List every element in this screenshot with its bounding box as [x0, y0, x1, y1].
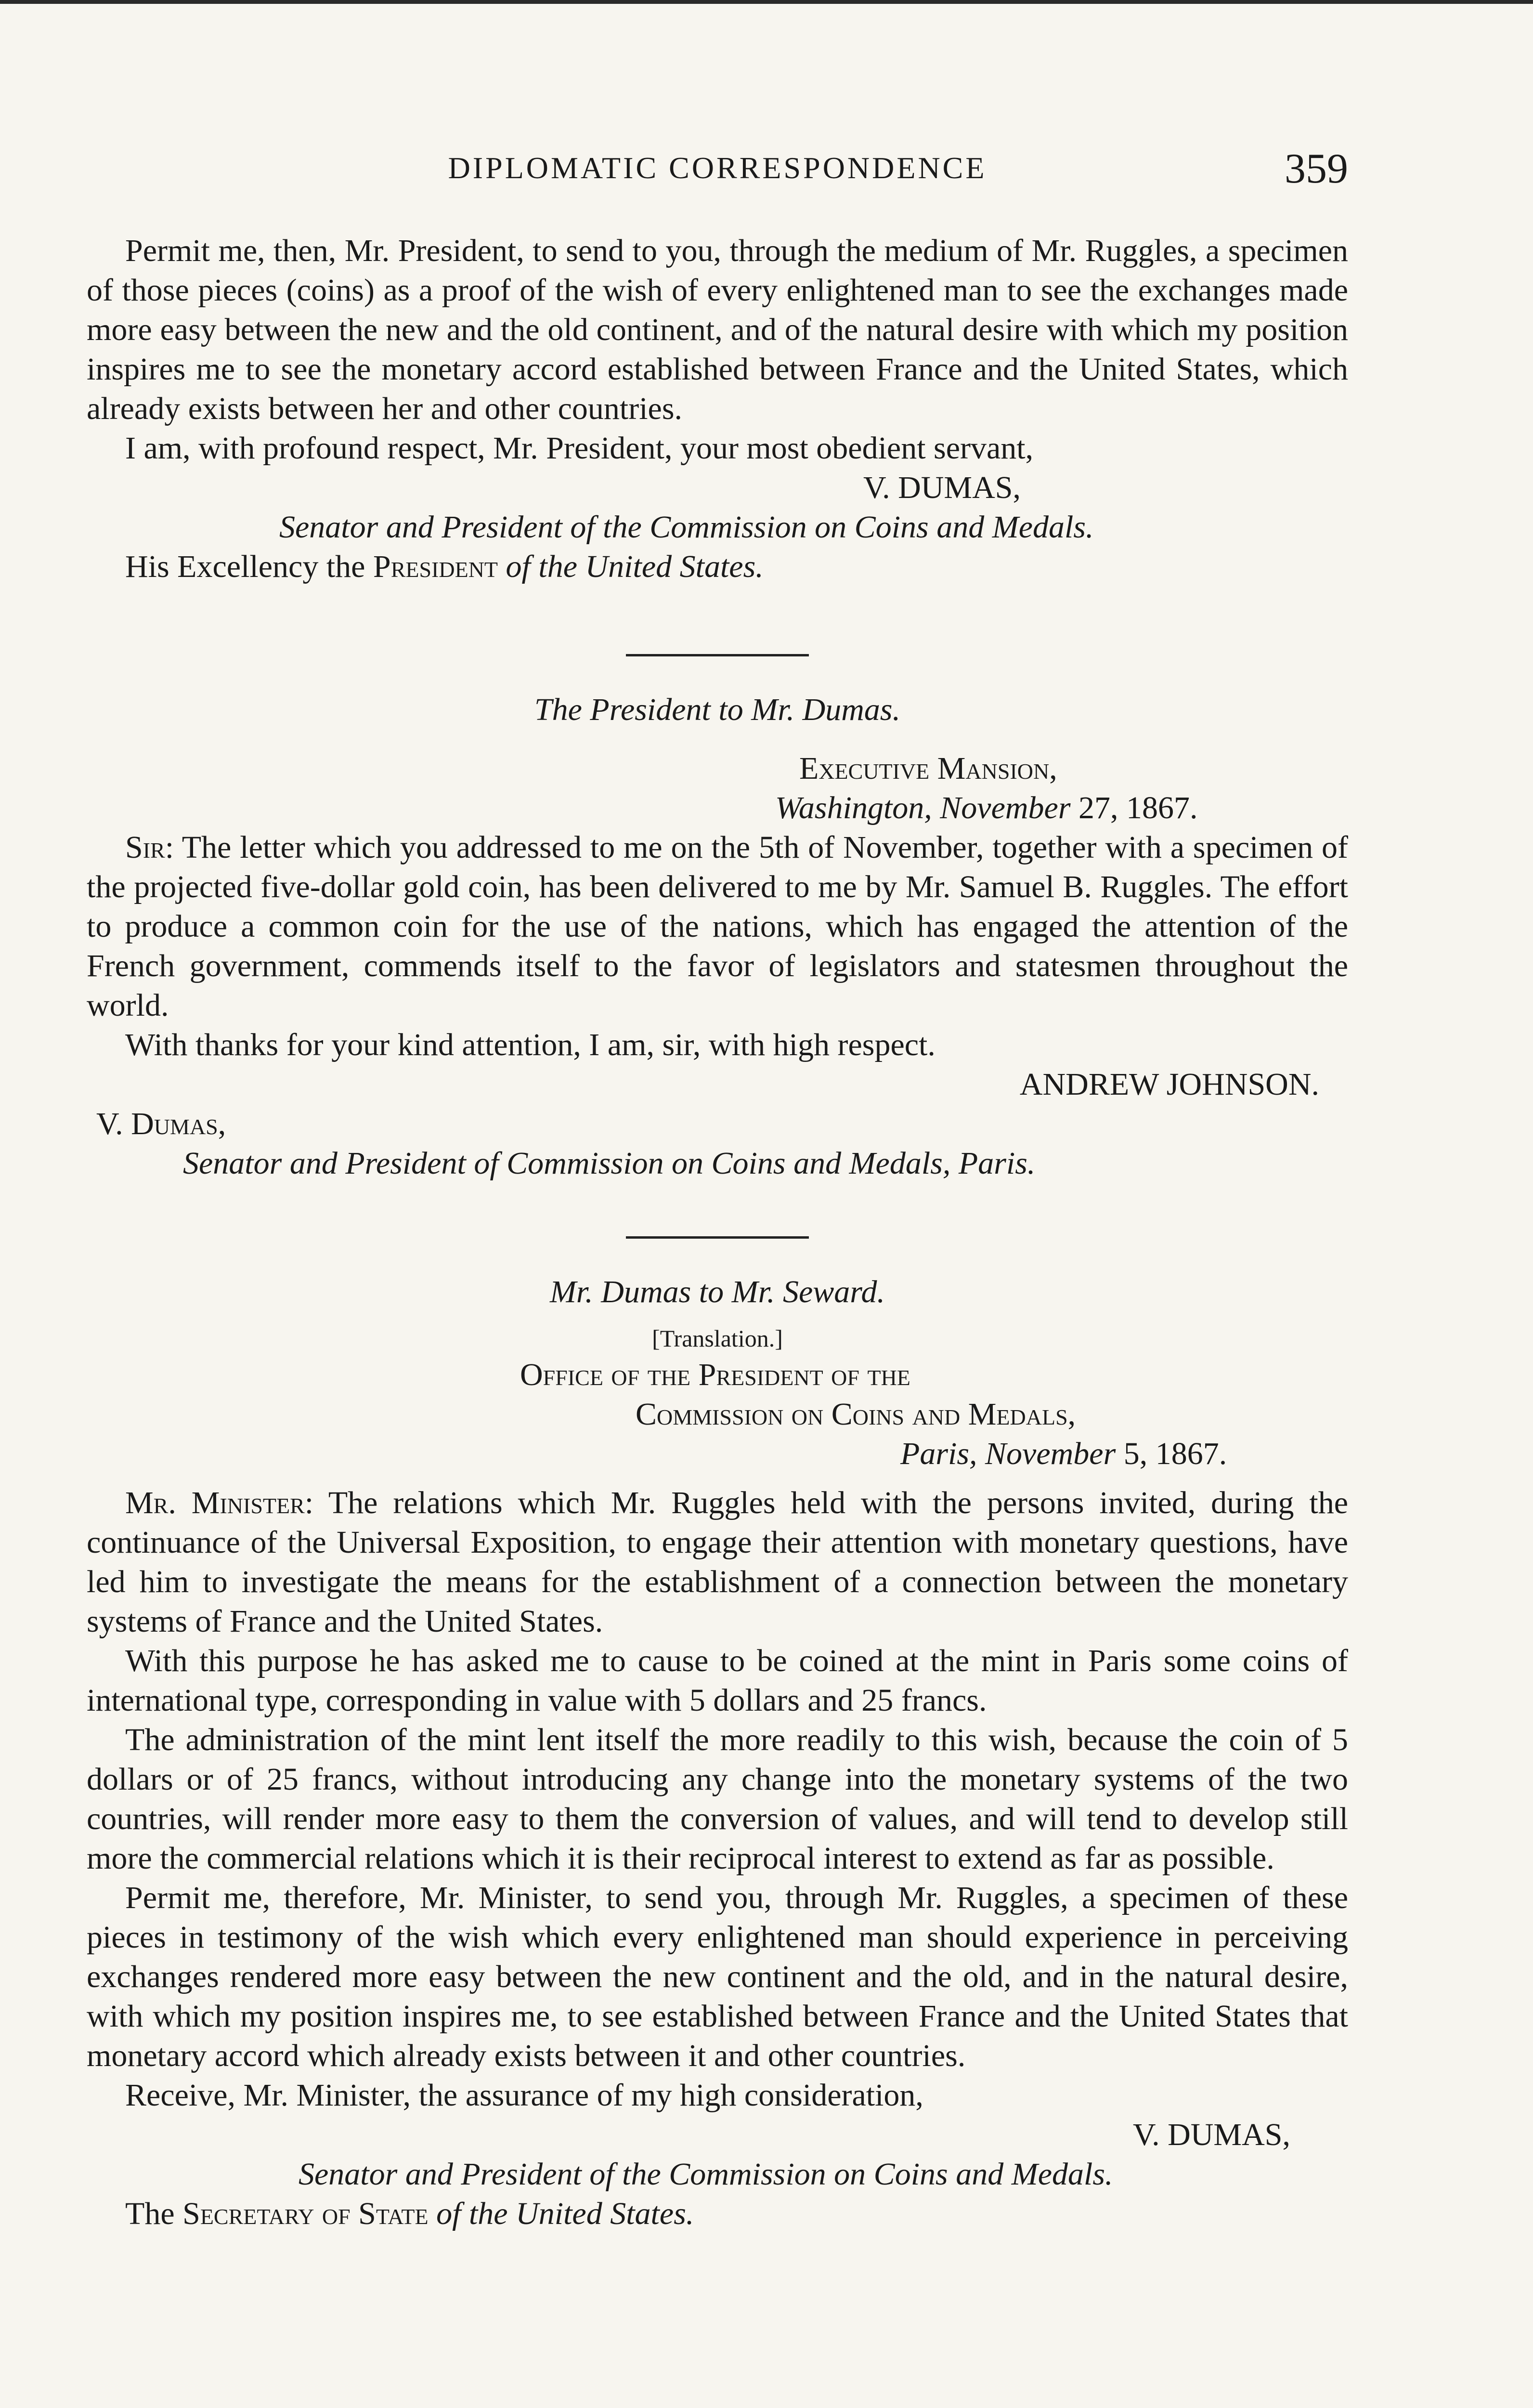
letter1-paragraph: Permit me, then, Mr. President, to send to you, through the medium of Mr. Ruggles, a specimen of those pieces (coins) as a proof of the wish of every enlightened man to see the exchanges made more easy between the new and the old continent, and of the natural desire with which my position inspires me to see the monetary accord established between France and the United States, which already exists between her and other countries. — [87, 233, 1348, 426]
letter2-closing: With thanks for your kind attention, I am, sir, with high respect. — [125, 1027, 935, 1062]
page-number: 359 — [1285, 145, 1348, 192]
letter3-date: Paris, November 5, 1867. — [900, 1436, 1227, 1471]
letter3-signature: V. DUMAS, — [1132, 2117, 1290, 2152]
letter-dumas-to-president — [87, 231, 1348, 587]
letter-president-to-dumas — [87, 690, 1348, 1183]
letter2-place: Executive Mansion, — [799, 751, 1057, 786]
letter1-addressee: His Excellency the President of the United States. — [125, 549, 764, 584]
letter2-body: Sir: The letter which you addressed to me on the 5th of November, together with a specimen of the projected five-dollar gold coin, has been delivered to me by Mr. Samuel B. Ruggles. The effort to produce a common coin for the use of the nations, which has engaged the attention of the French government, commends itself to the favor of legislators and statesmen throughout the world. — [87, 830, 1348, 1023]
letter3-office-line2: Commission on Coins and Medals, — [636, 1397, 1076, 1432]
top-border-line — [0, 0, 1533, 4]
letter1-closing: I am, with profound respect, Mr. President, your most obedient servant, — [125, 431, 1034, 466]
letter3-heading: Mr. Dumas to Mr. Seward. — [549, 1274, 885, 1309]
letter-dumas-to-seward — [87, 1272, 1348, 2234]
letter3-paragraph: Mr. Minister: The relations which Mr. Ruggles held with the persons invited, during the continuance of the Universal Exposition, to engage their attention with monetary questions, have led him to investigate the means for the establishment of a connection between the monetary systems of France and the United States. — [87, 1485, 1348, 1639]
letter3-paragraph: Permit me, therefore, Mr. Minister, to send you, through Mr. Ruggles, a specimen of these pieces in testimony of the wish which every enlightened man should experience in perceiving exchanges rendered more easy between the new continent and the old, and in the natural desire, with which my position inspires me, to see established between France and the United States that monetary accord which already exists between it and other countries. — [87, 1880, 1348, 2073]
letter3-paragraph: The administration of the mint lent itself the more readily to this wish, because the coin of 5 dollars or of 25 francs, without introducing any change into the monetary systems of the two countries, will render more easy to them the conversion of values, and will tend to develop still more the commercial relations which it is their reciprocal interest to extend as far as possible. — [87, 1722, 1348, 1876]
letter3-addressee: The Secretary of State of the United States. — [125, 2196, 694, 2231]
letter3-closing: Receive, Mr. Minister, the assurance of my high consideration, — [125, 2078, 923, 2113]
letter1-signature-title: Senator and President of the Commission on Coins and Medals. — [279, 510, 1094, 545]
running-head: DIPLOMATIC CORRESPONDENCE — [448, 151, 987, 185]
letter2-heading: The President to Mr. Dumas. — [534, 692, 901, 727]
letter3-office-line1: Office of the President of the — [520, 1357, 910, 1392]
document-page — [87, 144, 1348, 2234]
page-header — [87, 144, 1348, 197]
letter1-signature: V. DUMAS, — [863, 470, 1021, 505]
letter3-signature-title: Senator and President of the Commission on Coins and Medals. — [299, 2157, 1113, 2192]
letter2-recipient-title: Senator and President of Commission on Coins and Medals, Paris. — [183, 1146, 1036, 1181]
translation-note: [Translation.] — [652, 1325, 783, 1352]
letter2-recipient-name: V. Dumas, — [96, 1106, 226, 1141]
letter2-date: Washington, November 27, 1867. — [775, 790, 1198, 825]
letter2-signature: ANDREW JOHNSON. — [1019, 1067, 1319, 1102]
letter3-paragraph: With this purpose he has asked me to cause to be coined at the mint in Paris some coins of international type, corresponding in value with 5 dollars and 25 francs. — [87, 1643, 1348, 1718]
